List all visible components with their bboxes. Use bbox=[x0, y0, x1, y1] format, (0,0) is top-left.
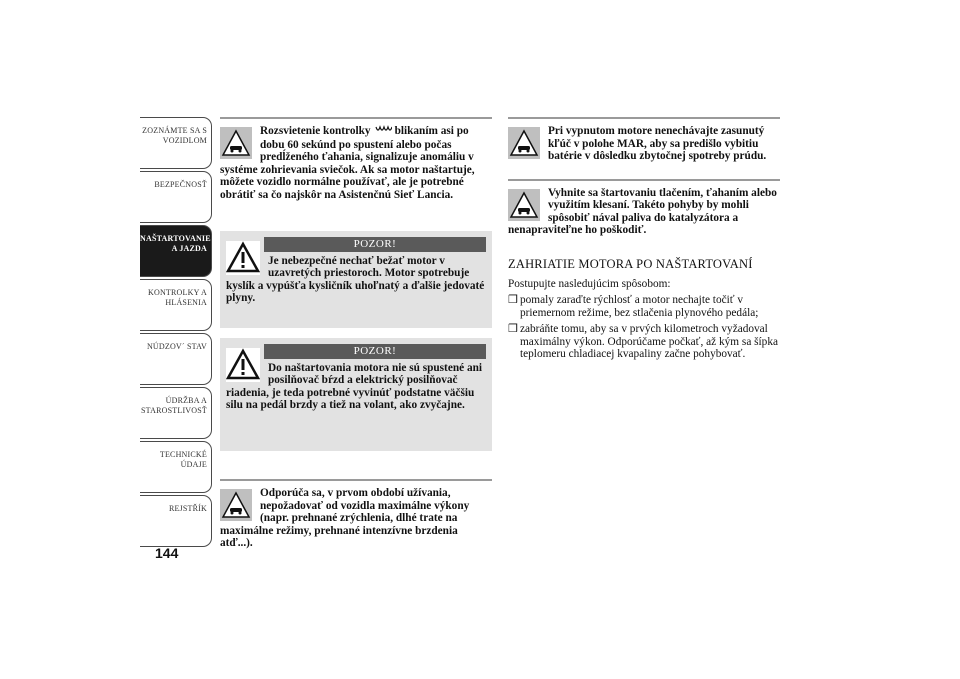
caution-car-icon bbox=[220, 489, 252, 521]
warning-triangle-icon bbox=[226, 348, 260, 382]
warning-box-1: POZOR! Je nebezpečné nechať bežať motor v uzavretých priestoroch. Motor spotrebuje kyslík a vypúšťa kysličník uhoľnatý a ďalšie jedovaté plyny. bbox=[220, 231, 492, 328]
left-column bbox=[220, 117, 492, 550]
warning-header: POZOR! bbox=[264, 344, 486, 359]
caution-car-icon bbox=[508, 127, 540, 159]
tab-rejstrik[interactable]: REJSTŘÍK bbox=[140, 495, 212, 547]
warning-header: POZOR! bbox=[264, 237, 486, 252]
note-push-start: Vyhnite sa štartovaniu tlačením, ťahaním alebo využitím klesaní. Takéto pohyby by mohli spôsobiť nával paliva do katalyzátora a nenapraviteľne ho poškodiť. bbox=[508, 179, 780, 237]
glow-plug-icon bbox=[374, 125, 392, 139]
tab-kontrolky[interactable]: KONTROLKY A HLÁSENIA bbox=[140, 279, 212, 331]
note-glow-plug: Rozsvietenie kontrolky blikaním asi po dobu 60 sekúnd po spustení alebo počas predĺženého ťahania, signalizuje anomáliu v systéme zohrievania sviečok. Ak sa motor naštartuje, môžete vozidlo normálne používať, ale je potrebné obrátiť sa čo najskôr na Asistenčnú Sieť Lancia. bbox=[220, 117, 492, 221]
tab-vozidlo[interactable]: ZOZNÁMTE SA S VOZIDLOM bbox=[140, 117, 212, 169]
caution-car-icon bbox=[508, 189, 540, 221]
chapter-sidebar bbox=[140, 117, 212, 549]
caution-car-icon bbox=[220, 127, 252, 159]
right-column bbox=[508, 117, 780, 361]
bullet-box-icon: ❒ bbox=[508, 294, 518, 306]
note-break-in: Odporúča sa, v prvom období užívania, nepožadovať od vozidla maximálne výkony (napr. prehnané zrýchlenia, dlhé trate na maximálne režimy, prehnané intenzívne brzdenia atď...). bbox=[220, 479, 492, 550]
tab-nudzovy-stav[interactable]: NÚDZOV´ STAV bbox=[140, 333, 212, 385]
warning-box-2: POZOR! Do naštartovania motora nie sú spustené ani posilňovač bŕzd a elektrický posilňovač riadenia, je teda potrebné vyvinúť podstatne väčšiu silu na pedál brzdy a tiež na volant, ako zvyčajne. bbox=[220, 338, 492, 451]
bullet-box-icon: ❒ bbox=[508, 323, 518, 335]
warmup-section bbox=[508, 257, 780, 361]
list-item: ❒ pomaly zaraďte rýchlosť a motor nechajte točiť v priemernom režime, bez stlačenia plynového pedála; bbox=[508, 294, 759, 319]
warning-triangle-icon bbox=[226, 241, 260, 275]
section-intro: Postupujte nasledujúcim spôsobom: bbox=[508, 277, 671, 290]
tab-bezpecnost[interactable]: BEZPEČNOSŤ bbox=[140, 171, 212, 223]
page-number: 144 bbox=[155, 545, 179, 561]
tab-udrzba[interactable]: ÚDRŽBA A STAROSTLIVOSŤ bbox=[140, 387, 212, 439]
tab-technicke-udaje[interactable]: TECHNICKÉ ÚDAJE bbox=[140, 441, 212, 493]
list-item: ❒ zabráňte tomu, aby sa v prvých kilometroch vyžadoval maximálny výkon. Odporúčame počkať, až kým sa šípka teplomeru chladiacej kvapaliny začne pohybovať. bbox=[508, 323, 778, 360]
section-heading: ZAHRIATIE MOTORA PO NAŠTARTOVANÍ bbox=[508, 256, 753, 271]
tab-startovanie[interactable]: NAŠTARTOVANIE A JAZDA bbox=[140, 225, 212, 277]
note-key-position: Pri vypnutom motore nenechávajte zasunutý kľúč v polohe MAR, aby sa predišlo vybitiu batérie v dôsledku zbytočnej spotreby prúdu. bbox=[508, 117, 780, 163]
